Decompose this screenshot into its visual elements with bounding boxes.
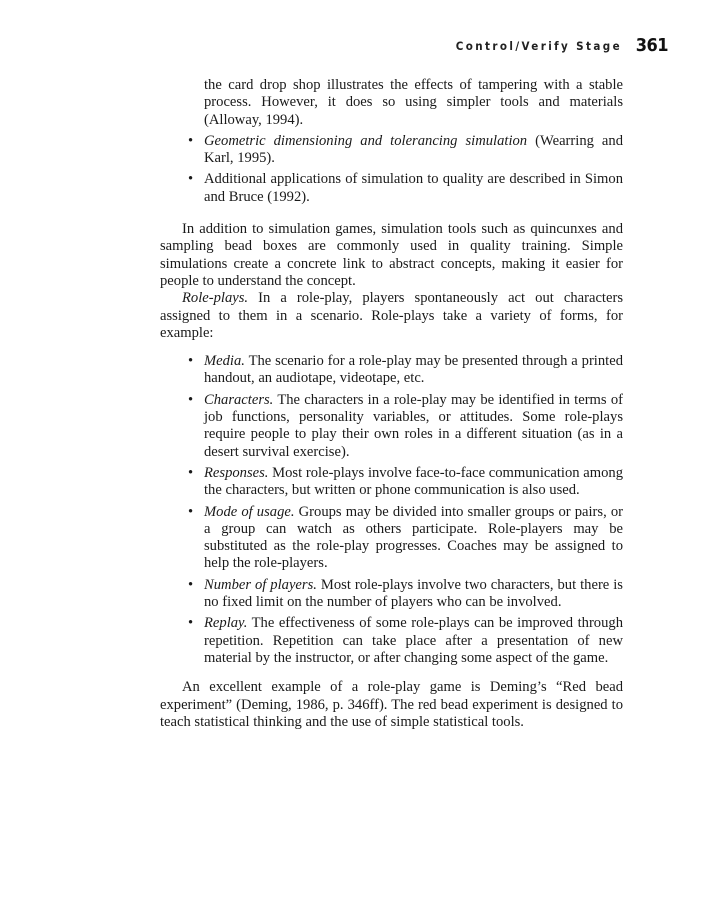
list-item-term: Media. bbox=[204, 353, 245, 370]
list-item bbox=[160, 504, 623, 573]
bullet-icon: • bbox=[188, 464, 194, 481]
running-head: Control/Verify Stage bbox=[455, 39, 622, 53]
role-play-forms-list bbox=[160, 353, 623, 667]
list-item bbox=[160, 577, 623, 612]
role-plays-text: In a role-play, players spontaneously act out characters assigned to them in a scenario. Role-plays take a variety of forms, for example: bbox=[160, 290, 623, 341]
list-item bbox=[160, 465, 623, 500]
simulation-list bbox=[160, 133, 623, 206]
list-item bbox=[160, 392, 623, 461]
list-item-text: The characters in a role-play may be identified in terms of job functions, personality variables, or attitudes. Some role-plays require people to play their own roles in a different situation (as in a desert survival exercise). bbox=[204, 391, 623, 460]
list-item-term: Responses. bbox=[204, 464, 269, 481]
simulation-tools-paragraph: In addition to simulation games, simulation tools such as quincunxes and sampling bead boxes are commonly used in quality training. Simple simulations create a concrete link to abstract concepts, making it easier for people to understand the concept. bbox=[160, 221, 623, 289]
bullet-icon: • bbox=[188, 353, 194, 370]
list-item-text: The scenario for a role-play may be presented through a printed handout, an audiotape, videotape, etc. bbox=[204, 353, 623, 387]
list-item-text: Most role-plays involve two characters, but there is no fixed limit on the number of players who can be involved. bbox=[204, 576, 623, 611]
bullet-icon: • bbox=[188, 503, 194, 520]
list-item-text: Groups may be divided into smaller groups or pairs, or a group can watch as others participate. Role-players may be substituted as the role-play progresses. Coaches may be assigned to help the role-players. bbox=[204, 503, 624, 572]
bullet-icon: • bbox=[188, 132, 194, 149]
list-item-text: The effectiveness of some role-plays can be improved through repetition. Repetition can take place after a presentation of new material by the instructor, or after changing some aspect of the game. bbox=[204, 615, 623, 666]
page-header bbox=[160, 36, 668, 58]
list-item-text: (Wearring and Karl, 1995). bbox=[204, 132, 623, 167]
page-body bbox=[160, 77, 623, 731]
list-item bbox=[160, 353, 623, 388]
list-item-term: Replay. bbox=[204, 615, 248, 632]
bullet-icon: • bbox=[188, 576, 194, 593]
list-item-term: Number of players. bbox=[204, 576, 317, 593]
list-item-term: Characters. bbox=[204, 391, 274, 408]
list-item-term: Geometric dimensioning and tolerancing simulation bbox=[204, 132, 528, 149]
role-plays-paragraph bbox=[160, 290, 623, 342]
list-item bbox=[160, 133, 623, 168]
bullet-icon: • bbox=[188, 391, 194, 408]
role-plays-term: Role-plays. bbox=[182, 290, 249, 307]
page-number: 361 bbox=[635, 35, 668, 56]
continuation-paragraph: the card drop shop illustrates the effects of tampering with a stable process. However, it does so using simpler tools and materials (Alloway, 1994). bbox=[204, 77, 623, 128]
list-item-term: Mode of usage. bbox=[204, 503, 295, 520]
list-item bbox=[160, 171, 623, 206]
list-item-text: Additional applications of simulation to quality are described in Simon and Bruce (1992). bbox=[204, 171, 623, 205]
bullet-icon: • bbox=[188, 171, 194, 188]
list-item bbox=[160, 615, 623, 667]
bullet-icon: • bbox=[188, 615, 194, 632]
list-item-text: Most role-plays involve face-to-face communication among the characters, but written or phone communication is also used. bbox=[204, 464, 623, 499]
red-bead-paragraph: An excellent example of a role-play game is Deming’s “Red bead experiment” (Deming, 1986, p. 346ff). The red bead experiment is designed to teach statistical thinking and the use of simple statistical tools. bbox=[160, 679, 623, 730]
